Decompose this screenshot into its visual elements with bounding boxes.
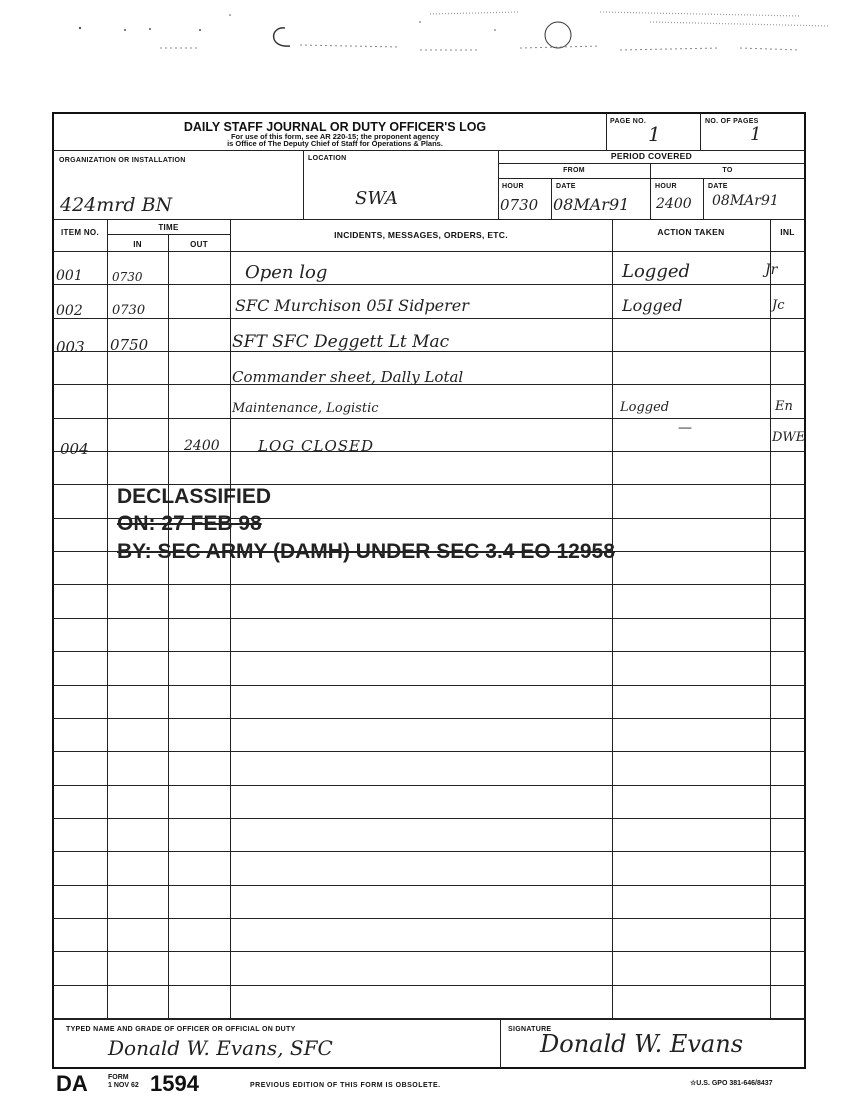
entry-5-action: Logged [620,400,670,415]
previous-edition-note: PREVIOUS EDITION OF THIS FORM IS OBSOLETE. [250,1082,441,1089]
entry-6-incident: LOG CLOSED [258,437,374,455]
scan-noise-graphic [0,0,850,80]
location-value: SWA [355,188,398,209]
no-of-pages-label: NO. OF PAGES [705,118,759,125]
entry-5-inl: En [775,399,793,414]
period-covered-label: PERIOD COVERED [610,151,693,161]
entry-2-action: Logged [622,296,683,315]
form-word: FORM [108,1074,129,1081]
journal-form-frame [52,112,806,1069]
entry-3-item: 003 [56,338,85,356]
time-header: TIME [158,223,179,232]
grid-row-line [53,751,805,752]
location-label: LOCATION [308,155,347,162]
grid-row-line [53,818,805,819]
entry-2-in: 0730 [112,303,146,318]
grid-row-line [53,318,805,319]
entry-6-inl: DWE [772,430,806,445]
grid-row-line [53,584,805,585]
from-date-label: DATE [556,183,576,190]
entry-1-item: 001 [56,268,83,284]
form-subtitle-2: is Office of The Deputy Chief of Staff for Operations & Plans. [227,139,443,148]
form-word-block [108,1074,139,1090]
entry-1-action: Logged [622,261,691,282]
period-to-label: TO [722,167,733,174]
form-prefix: DA [56,1071,88,1096]
signature-value: Donald W. Evans [540,1030,744,1058]
from-hour-label: HOUR [502,183,524,190]
declass-line-3: BY: SEC ARMY (DAMH) UNDER SEC 3.4 EO 12958 [117,540,615,563]
grid-row-line [53,618,805,619]
declass-line-2: ON: 27 FEB 98 [117,512,262,535]
organization-value: 424mrd BN [60,194,173,216]
grid-row-line [53,685,805,686]
form-title-block [110,121,560,148]
grid-row-line [53,284,805,285]
form-number: 1594 [150,1071,199,1096]
in-header: IN [133,240,142,249]
grid-row-line [53,885,805,886]
typed-name-label: TYPED NAME AND GRADE OF OFFICER OR OFFICIAL ON DUTY [66,1026,296,1033]
entry-3-incident: SFT SFC Deggett Lt Mac [232,332,450,352]
entry-1-inl: Jr [765,262,778,278]
page-no-label: PAGE NO. [610,118,647,125]
grid-row-line [53,251,805,252]
from-hour-value: 0730 [500,196,539,214]
form-date: 1 NOV 62 [108,1082,139,1089]
to-date-value: 08MAr91 [712,193,779,209]
organization-label: ORGANIZATION OR INSTALLATION [59,157,186,164]
grid-row-line [53,951,805,952]
inl-header: INL [780,227,795,237]
grid-row-line [53,418,805,419]
typed-name-value: Donald W. Evans, SFC [108,1036,333,1060]
entry-2-item: 002 [56,303,83,319]
entry-2-incident: SFC Murchison 05I Sidperer [235,296,469,315]
form-title: DAILY STAFF JOURNAL OR DUTY OFFICER'S LOG [183,120,487,134]
page-no-value: 1 [648,122,661,146]
declass-line-1: DECLASSIFIED [117,485,272,508]
no-of-pages-value: 1 [750,124,762,145]
grid-row-line [53,651,805,652]
grid-row-line [53,785,805,786]
to-hour-value: 2400 [656,196,692,212]
entry-6-action: — [678,420,692,436]
entry-6-item: 004 [60,440,89,458]
grid-row-line [53,451,805,452]
signature-label: SIGNATURE [508,1026,552,1033]
entry-1-in: 0730 [112,270,143,284]
from-date-value: 08MAr91 [553,195,630,214]
action-header: ACTION TAKEN [657,227,725,237]
grid-row-line [53,918,805,919]
entry-2-inl: Jc [772,298,785,313]
to-date-label: DATE [708,183,728,190]
incidents-header: INCIDENTS, MESSAGES, ORDERS, ETC. [334,230,508,240]
entry-1-incident: Open log [245,262,328,283]
grid-row-line [53,851,805,852]
to-hour-label: HOUR [655,183,677,190]
form-subtitle-1: For use of this form, see AR 220-15; the proponent agency [230,132,440,141]
out-header: OUT [190,240,208,249]
grid-row-line [53,985,805,986]
entry-3-in: 0750 [110,336,149,354]
item-no-header: ITEM NO. [61,228,99,237]
gpo-note: ☆U.S. GPO 381-646/8437 [690,1080,773,1087]
entry-6-out: 2400 [184,438,220,454]
entry-4-incident: Commander sheet, Dally Lotal [232,368,464,386]
grid-row-line [53,718,805,719]
period-from-label: FROM [563,167,585,174]
entry-5-incident: Maintenance, Logistic [232,401,379,416]
